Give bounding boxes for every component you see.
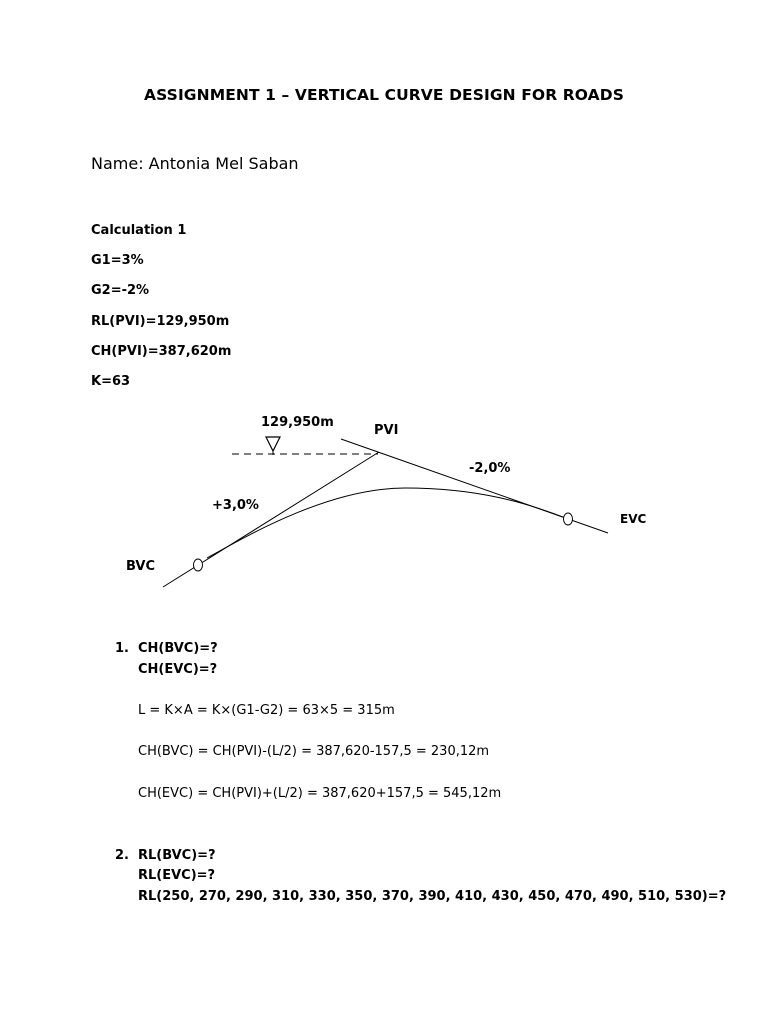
question-2-line-2: RL(EVC)=?	[138, 868, 216, 883]
question-2-line-3: RL(250, 270, 290, 310, 330, 350, 370, 390, 410, 430, 450, 470, 490, 510, 530)=?	[138, 889, 727, 904]
question-number-1: 1.	[115, 641, 129, 656]
pvi-label: PVI	[374, 423, 399, 438]
vertical-curve-diagram	[110, 398, 647, 593]
student-name: Name: Antonia Mel Saban	[91, 154, 299, 173]
given-g2: G2=-2%	[91, 283, 150, 298]
given-g1: G1=3%	[91, 253, 144, 268]
given-rl-pvi: RL(PVI)=129,950m	[91, 314, 230, 329]
given-ch-pvi: CH(PVI)=387,620m	[91, 344, 232, 359]
document-title: ASSIGNMENT 1 – VERTICAL CURVE DESIGN FOR ROADS	[144, 86, 624, 104]
evc-point	[564, 513, 573, 525]
given-k: K=63	[91, 374, 131, 389]
question-2-line-1: RL(BVC)=?	[138, 848, 216, 863]
question-1-line-2: CH(EVC)=?	[138, 662, 218, 677]
evc-label: EVC	[620, 512, 647, 526]
calc-ch-evc: CH(EVC) = CH(PVI)+(L/2) = 387,620+157,5 = 545,12m	[138, 786, 502, 801]
calc-ch-bvc: CH(BVC) = CH(PVI)-(L/2) = 387,620-157,5 = 230,12m	[138, 744, 490, 759]
vertical-curve	[207, 488, 568, 558]
calculation-heading: Calculation 1	[91, 223, 187, 238]
calc-length: L = K×A = K×(G1-G2) = 63×5 = 315m	[138, 703, 395, 718]
grade-out-label: -2,0%	[469, 461, 511, 476]
bvc-point	[194, 559, 203, 571]
elevation-label: 129,950m	[261, 415, 334, 430]
elevation-marker-icon	[266, 437, 280, 451]
question-1-line-1: CH(BVC)=?	[138, 641, 218, 656]
grade-in-label: +3,0%	[212, 498, 259, 513]
question-number-2: 2.	[115, 848, 129, 863]
bvc-label: BVC	[126, 559, 155, 574]
